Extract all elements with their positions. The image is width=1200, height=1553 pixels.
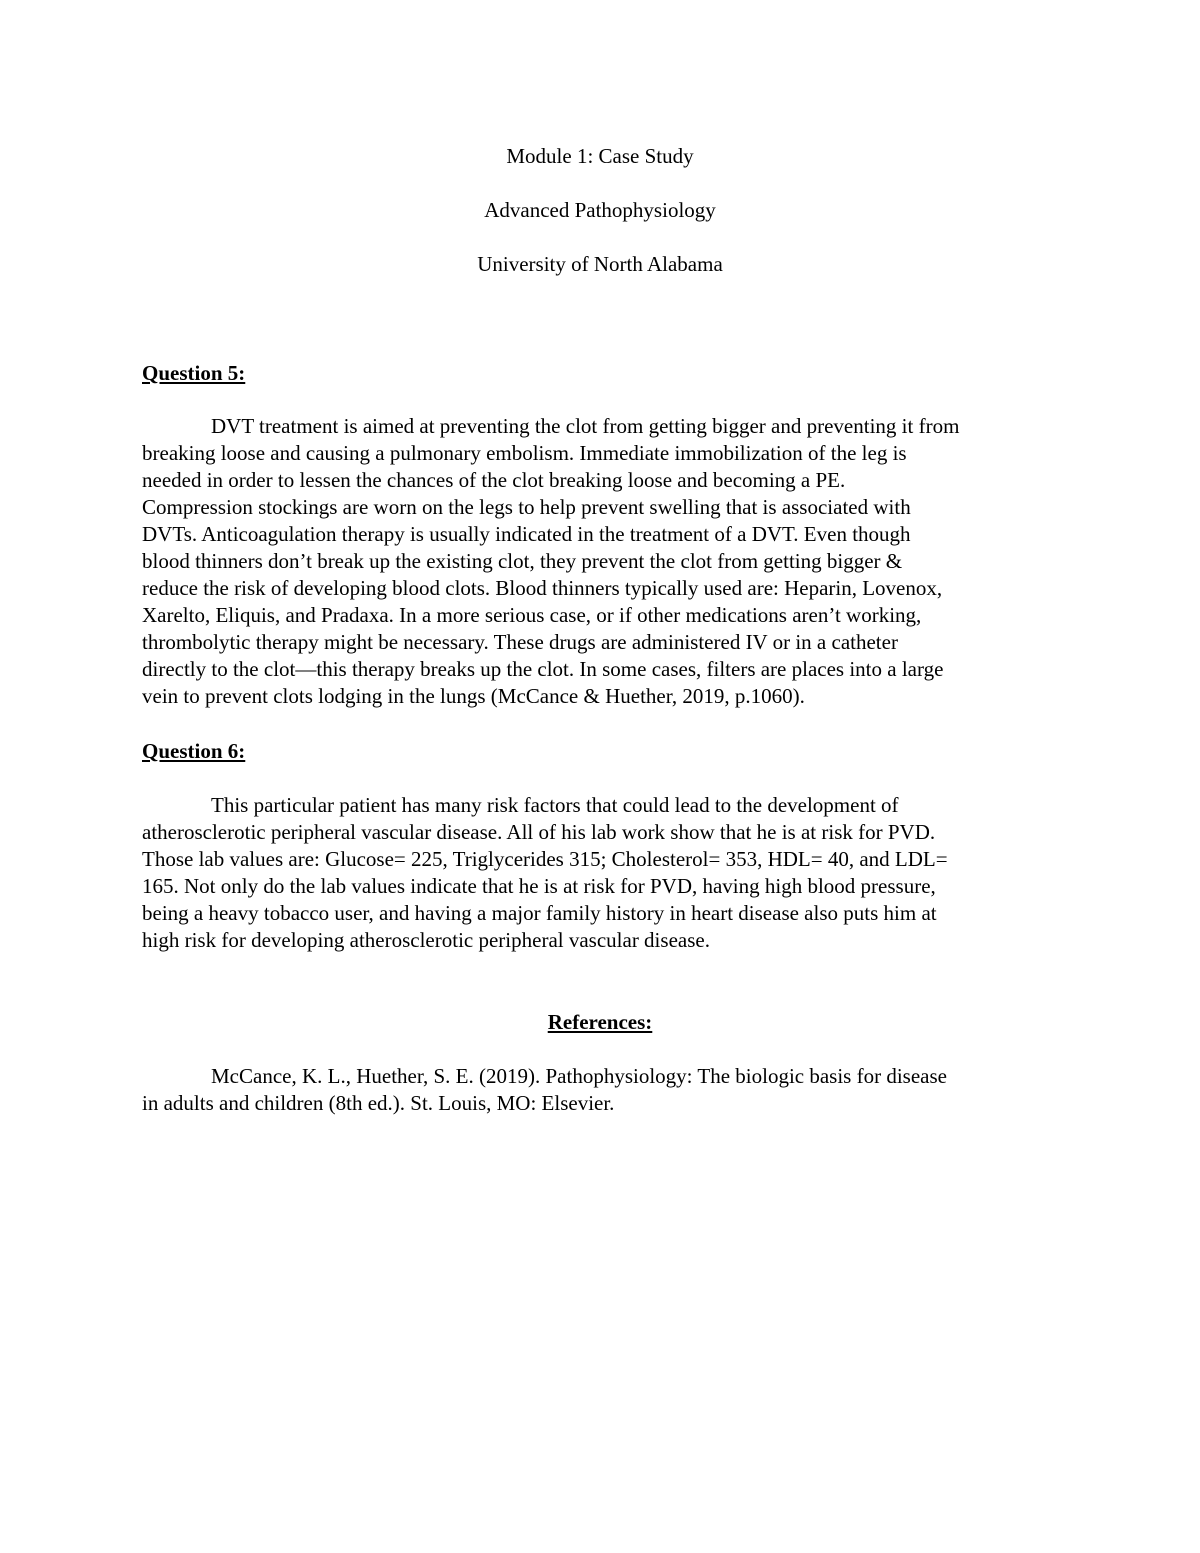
- university-name: University of North Alabama: [477, 252, 723, 276]
- paragraph-line: high risk for developing atherosclerotic peripheral vascular disease.: [142, 928, 710, 952]
- question-6-answer: [142, 792, 1062, 954]
- paragraph-line: Those lab values are: Glucose= 225, Triglycerides 315; Cholesterol= 353, HDL= 40, and LDL=: [142, 847, 948, 871]
- course-title: Advanced Pathophysiology: [484, 198, 716, 222]
- paragraph-line: reduce the risk of developing blood clots. Blood thinners typically used are: Heparin, Lovenox,: [142, 576, 943, 600]
- paragraph-line: vein to prevent clots lodging in the lungs (McCance & Huether, 2019, p.1060).: [142, 684, 805, 708]
- paragraph-line: This particular patient has many risk factors that could lead to the development of: [211, 793, 899, 817]
- question-5-answer: [142, 413, 1062, 710]
- reference-entry: [142, 1063, 1062, 1117]
- paragraph-line: Xarelto, Eliquis, and Pradaxa. In a more serious case, or if other medications aren’t working,: [142, 603, 922, 627]
- paragraph-line: atherosclerotic peripheral vascular disease. All of his lab work show that he is at risk for PVD.: [142, 820, 936, 844]
- paragraph-line: directly to the clot—this therapy breaks up the clot. In some cases, filters are places into a large: [142, 657, 944, 681]
- question-5-heading: Question 5:: [142, 361, 246, 385]
- paragraph-line: blood thinners don’t break up the existing clot, they prevent the clot from getting bigger &: [142, 549, 903, 573]
- paragraph-line: DVT treatment is aimed at preventing the clot from getting bigger and preventing it from: [211, 414, 960, 438]
- paragraph-line: thrombolytic therapy might be necessary. These drugs are administered IV or in a catheter: [142, 630, 898, 654]
- paragraph-line: DVTs. Anticoagulation therapy is usually indicated in the treatment of a DVT. Even though: [142, 522, 911, 546]
- reference-line: in adults and children (8th ed.). St. Louis, MO: Elsevier.: [142, 1091, 615, 1115]
- paragraph-line: 165. Not only do the lab values indicate that he is at risk for PVD, having high blood pressure,: [142, 874, 936, 898]
- question-6-heading: Question 6:: [142, 739, 246, 763]
- paragraph-line: needed in order to lessen the chances of the clot breaking loose and becoming a PE.: [142, 468, 846, 492]
- reference-line: McCance, K. L., Huether, S. E. (2019). Pathophysiology: The biologic basis for disease: [211, 1064, 947, 1088]
- paragraph-line: breaking loose and causing a pulmonary embolism. Immediate immobilization of the leg is: [142, 441, 907, 465]
- paragraph-line: being a heavy tobacco user, and having a major family history in heart disease also puts him at: [142, 901, 937, 925]
- references-heading: References:: [547, 1010, 653, 1034]
- module-title: Module 1: Case Study: [506, 144, 694, 168]
- paragraph-line: Compression stockings are worn on the legs to help prevent swelling that is associated with: [142, 495, 911, 519]
